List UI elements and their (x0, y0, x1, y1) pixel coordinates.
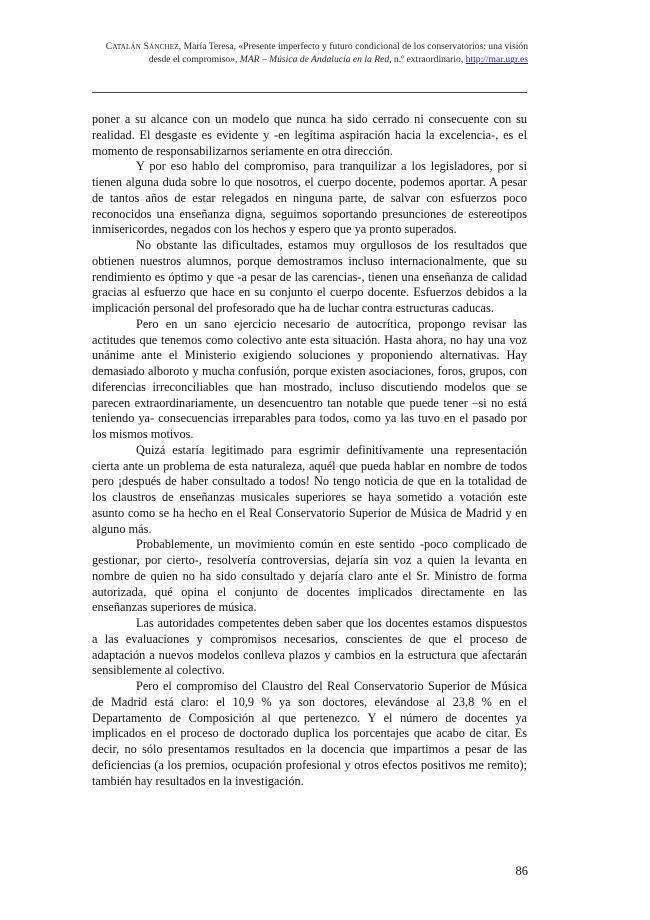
header-rule (92, 92, 527, 93)
header-citation: , María Teresa, «Presente imperfecto y futuro condicional de los conservatorios: una visión desde el compromiso», (148, 41, 528, 66)
page-number: 86 (515, 864, 528, 878)
paragraph: Quizá estaría legitimado para esgrimir definitivamente una representación cierta ante un problema de esta naturaleza, aquél que pueda hablar en nombre de todos pero ¡después de haber consultado a todos! No tengo noticia de que en la totalidad de los claustros de enseñanzas musicales superiores se haya sometido a votación este asunto como se ha hecho en el Real Conservatorio Superior de Música de Madrid y en alguno más. (92, 442, 527, 536)
paragraph: poner a su alcance con un modelo que nunca ha sido cerrado ni consecuente con su realidad. El desgaste es evidente y -en legítima aspiración hacia la excelencia-, es el momento de responsabilizarnos seriamente en otra dirección. (92, 112, 527, 158)
paragraph: No obstante las dificultades, estamos muy orgullosos de los resultados que obtienen nuestros alumnos, porque demostramos incluso internacionalmente, que su rendimiento es óptimo y que -a pesar de las carencias-, tienen una enseñanza de calidad gracias al esfuerzo que hace en su conjunto el cuerpo docente. Esfuerzos debidos a la implicación personal del profesorado que ha de luchar contra estructuras caducas. (92, 238, 527, 315)
paragraph: Pero el compromiso del Claustro del Real Conservatorio Superior de Música de Madrid está claro: el 10,9 % ya son doctores, elevándose al 23,8 % en el Departamento de Composición al que pertenezco. Y el número de docentes ya implicados en el proceso de doctorado duplica los porcentajes que acabo de citar. Es decir, no sólo presentamos resultados en la docencia que impartimos a pesar de las deficiencias (a los premios, ocupación profesional y otros efectos positivos me remito); también hay resultados en la investigación. (92, 679, 527, 788)
paragraph: Probablemente, un movimiento común en este sentido -poco complicado de gestionar, por cierto-, resolvería controversias, dejaría sin voz a quien la levanta en nombre de quien no ha sido consultado y dejaría claro ante el Sr. Ministro de forma autorizada, qué opina el conjunto de docentes implicados directamente en las enseñanzas superiores de música. (92, 537, 527, 615)
header-journal: MAR – Música de Andalucía en la Red (239, 54, 390, 66)
article-body (92, 112, 527, 789)
header-url-link[interactable]: http://mar.ugr.es (465, 54, 528, 66)
paragraph: Pero en un sano ejercicio necesario de autocrítica, propongo revisar las actitudes que tenemos como colectivo ante esta situación. Hasta ahora, no hay una voz unánime ante el Ministerio exigiendo soluciones y proponiendo alternativas. Hay demasiado alboroto y mucha confusión, porque existen asociaciones, foros, grupos, con diferencias irreconciliables que han mostrado, incluso discutiendo modelos que se parecen extraordinariamente, un desencuentro tan notable que puede tener –si no está teniendo ya- consecuencias irreparables para todos, como ya las tuvo en el pasado por los mismos motivos. (92, 316, 527, 441)
paragraph: Las autoridades competentes deben saber que los docentes estamos dispuestos a las evaluaciones y compromisos necesarios, conscientes de que el proceso de adaptación a nuevos modelos conlleva plazos y cambios en la estructura que afectarán sensiblemente al colectivo. (92, 616, 527, 678)
header-issue: , n.º extraordinario, (389, 54, 466, 66)
running-header (90, 40, 528, 67)
header-author: Catalán Sánchez (105, 41, 179, 52)
paragraph: Y por eso hablo del compromiso, para tranquilizar a los legisladores, por si tienen alguna duda sobre lo que nosotros, el cuerpo docente, podemos aportar. A pesar de tantos años de estar relegados en ninguna parte, de salvar con esfuerzos poco reconocidos una enseñanza digna, seguimos soportando presunciones de estereotipos inmisericordes, negados con los hechos y espero que ya pronto superados. (92, 159, 527, 237)
